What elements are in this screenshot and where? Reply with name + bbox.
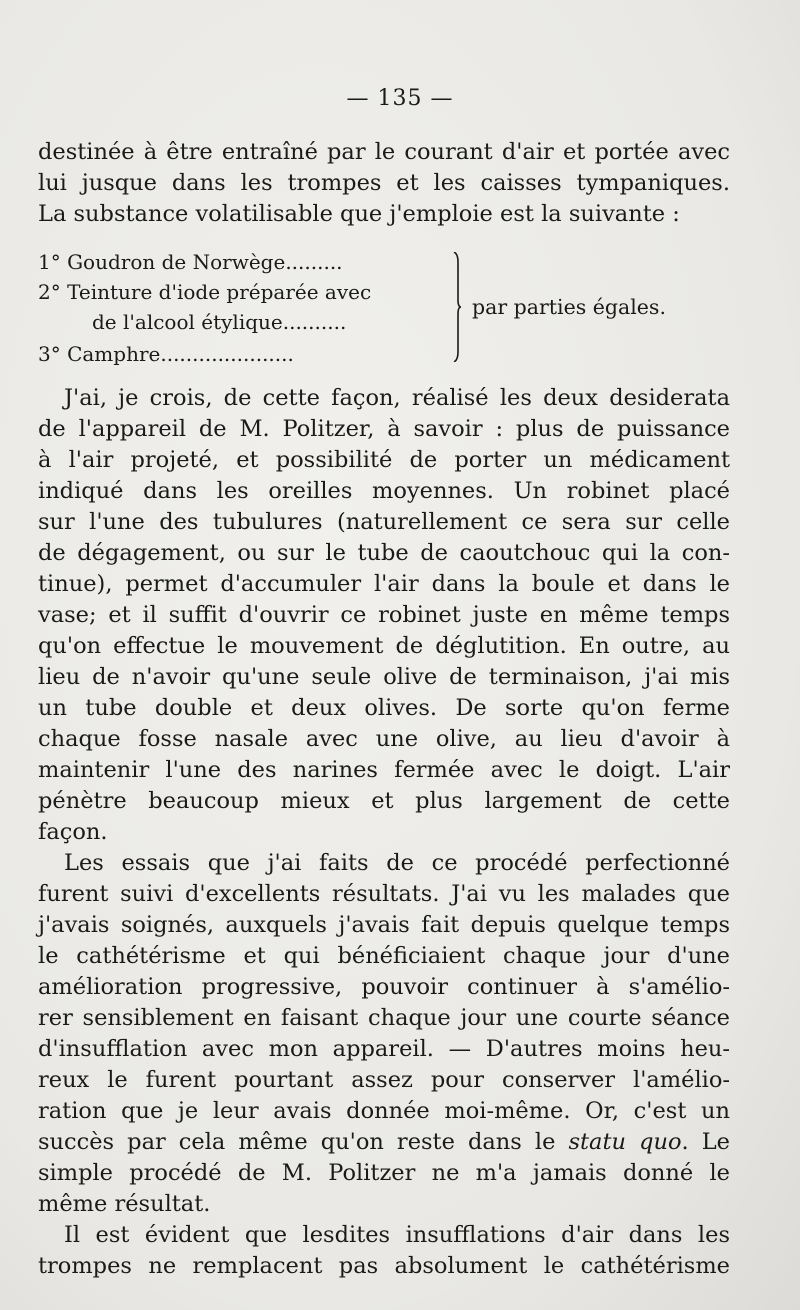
text-line: destinée à être entraîné par le courant d'air et portée avec <box>38 139 730 165</box>
page-number: — 135 — <box>346 86 454 111</box>
text-line: indiqué dans les oreilles moyennes. Un robinet placé <box>38 478 730 504</box>
text-line: Il est évident que lesdites insufflations d'air dans les <box>64 1222 730 1248</box>
text-line: J'ai, je crois, de cette façon, réalisé les deux desiderata <box>64 385 730 411</box>
italic-term: statu quo <box>568 1129 682 1155</box>
text-line: lui jusque dans les trompes et les caisses tympaniques. <box>38 170 730 196</box>
text-line: chaque fosse nasale avec une olive, au lieu d'avoir à <box>38 726 730 752</box>
text-line: Les essais que j'ai faits de ce procédé perfectionné <box>64 850 730 876</box>
text-line: amélioration progressive, pouvoir continuer à s'amélio- <box>38 974 730 1000</box>
text-line: rer sensiblement en faisant chaque jour une courte séance <box>38 1005 730 1031</box>
text-line: qu'on effectue le mouvement de déglutition. En outre, au <box>38 633 730 659</box>
text-line: à l'air projeté, et possibilité de porter un médicament <box>38 447 730 473</box>
recipe-item-2-continued: de l'alcool étylique.......... <box>92 310 347 334</box>
text-line-statu-quo <box>38 1127 730 1158</box>
text-segment: . Le <box>681 1129 730 1155</box>
text-line: La substance volatilisable que j'emploie est la suivante : <box>38 201 680 227</box>
recipe-item-3: 3° Camphre..................... <box>38 342 294 366</box>
text-line: ration que je leur avais donnée moi-même. Or, c'est un <box>38 1098 730 1124</box>
text-line: façon. <box>38 819 108 845</box>
right-brace-icon <box>452 252 462 362</box>
text-line: le cathétérisme et qui bénéficiaient chaque jour d'une <box>38 943 730 969</box>
text-line: de dégagement, ou sur le tube de caoutchouc qui la con- <box>38 540 730 566</box>
text-line: lieu de n'avoir qu'une seule olive de terminaison, j'ai mis <box>38 664 730 690</box>
text-line: pénètre beaucoup mieux et plus largement de cette <box>38 788 730 814</box>
text-line: un tube double et deux olives. De sorte qu'on ferme <box>38 695 730 721</box>
text-line: sur l'une des tubulures (naturellement ce sera sur celle <box>38 509 730 535</box>
text-line: j'avais soignés, auxquels j'avais fait depuis quelque temps <box>38 912 730 938</box>
text-line: tinue), permet d'accumuler l'air dans la boule et dans le <box>38 571 730 597</box>
text-segment: succès par cela même qu'on reste dans le <box>38 1129 569 1155</box>
text-line: d'insufflation avec mon appareil. — D'autres moins heu- <box>38 1036 730 1062</box>
text-line: furent suivi d'excellents résultats. J'ai vu les malades que <box>38 881 730 907</box>
text-line: maintenir l'une des narines fermée avec le doigt. L'air <box>38 757 730 783</box>
text-line: vase; et il suffit d'ouvrir ce robinet juste en même temps <box>38 602 730 628</box>
text-line: même résultat. <box>38 1191 211 1217</box>
recipe-proportion: par parties égales. <box>472 295 666 319</box>
recipe-item-1: 1° Goudron de Norwège......... <box>38 250 343 274</box>
text-line: trompes ne remplacent pas absolument le cathétérisme <box>38 1253 730 1279</box>
text-line: de l'appareil de M. Politzer, à savoir : plus de puissance <box>38 416 730 442</box>
text-line: reux le furent pourtant assez pour conserver l'amélio- <box>38 1067 730 1093</box>
text-line: simple procédé de M. Politzer ne m'a jamais donné le <box>38 1160 730 1186</box>
recipe-item-2: 2° Teinture d'iode préparée avec <box>38 280 372 304</box>
